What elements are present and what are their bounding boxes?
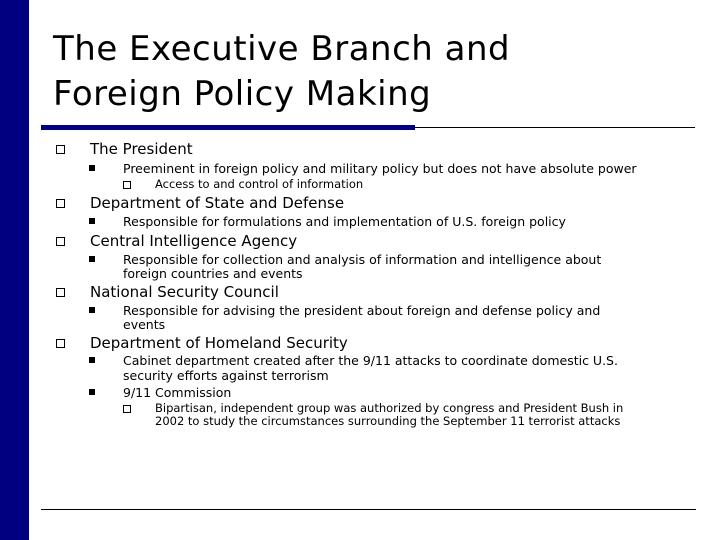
hollow-square-bullet-icon xyxy=(123,405,131,413)
filled-square-bullet-icon xyxy=(89,307,95,313)
bullet-cia: Central Intelligence Agency xyxy=(90,232,298,250)
sub-bullet-cia-line2: foreign countries and events xyxy=(123,266,303,281)
hollow-square-bullet-icon xyxy=(56,339,65,348)
sub-bullet-nsc-line2: events xyxy=(123,317,166,332)
sub-bullet-state-defense: Responsible for formulations and implementation of U.S. foreign policy xyxy=(123,214,566,229)
title-line-2: Foreign Policy Making xyxy=(53,74,432,114)
hollow-square-bullet-icon xyxy=(123,181,131,189)
hollow-square-bullet-icon xyxy=(56,145,65,154)
title-line-1: The Executive Branch and xyxy=(53,29,511,69)
sub-bullet-commission: 9/11 Commission xyxy=(123,385,232,400)
sub-bullet-dhs-line1: Cabinet department created after the 9/11 attacks to coordinate domestic U.S. xyxy=(123,353,618,368)
filled-square-bullet-icon xyxy=(89,218,95,224)
bullet-dhs: Department of Homeland Security xyxy=(90,334,348,352)
filled-square-bullet-icon xyxy=(89,256,95,262)
sub-bullet-president-power: Preeminent in foreign policy and military policy but does not have absolute power xyxy=(123,161,637,176)
sub-bullet-dhs-line2: security efforts against terrorism xyxy=(123,368,329,383)
subsub-bullet-commission-line1: Bipartisan, independent group was authorized by congress and President Bush in xyxy=(155,401,624,415)
hollow-square-bullet-icon xyxy=(56,237,65,246)
hollow-square-bullet-icon xyxy=(56,288,65,297)
hollow-square-bullet-icon xyxy=(56,199,65,208)
bullet-state-defense: Department of State and Defense xyxy=(90,194,345,212)
subsub-bullet-commission-line2: 2002 to study the circumstances surrounding the September 11 terrorist attacks xyxy=(155,414,621,428)
bullet-nsc: National Security Council xyxy=(90,283,279,301)
subsub-bullet-information: Access to and control of information xyxy=(155,177,364,191)
filled-square-bullet-icon xyxy=(89,389,95,395)
filled-square-bullet-icon xyxy=(89,165,95,171)
sub-bullet-cia-line1: Responsible for collection and analysis of information and intelligence about xyxy=(123,252,602,267)
sub-bullet-nsc-line1: Responsible for advising the president about foreign and defense policy and xyxy=(123,303,601,318)
filled-square-bullet-icon xyxy=(89,357,95,363)
bullet-president: The President xyxy=(90,140,193,158)
